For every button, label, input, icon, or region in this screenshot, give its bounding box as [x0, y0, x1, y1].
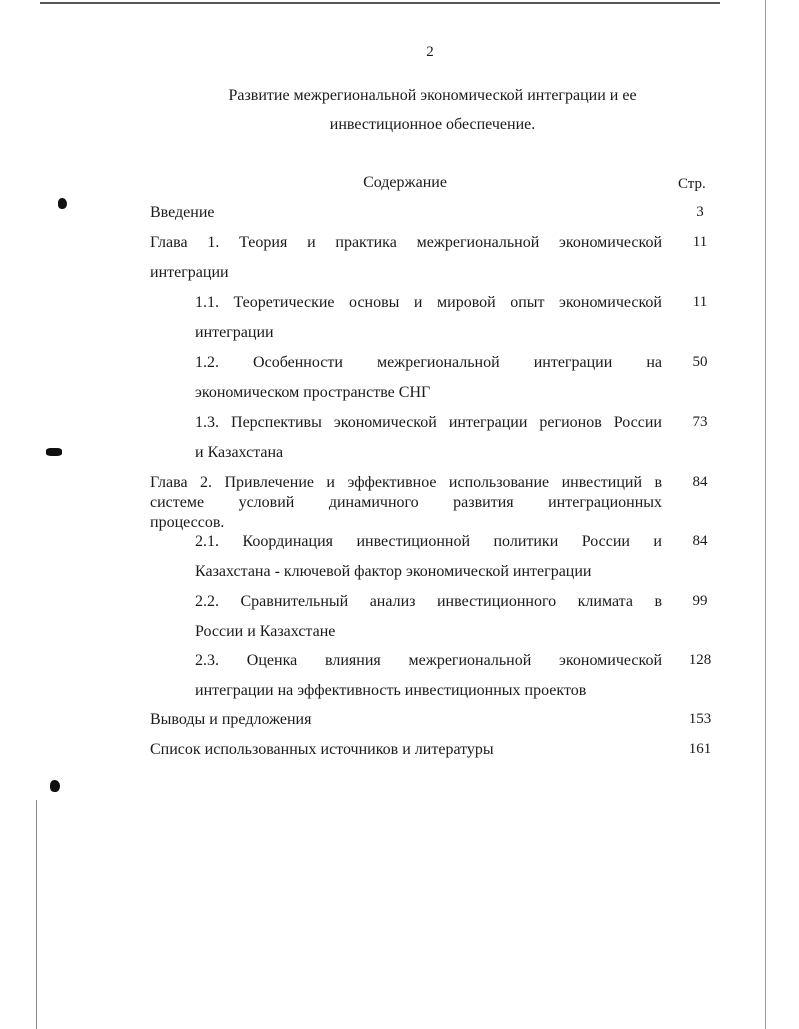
document-title-line-1: Развитие межрегиональной экономической интеграции и ее: [228, 87, 637, 104]
toc-entry-title: Введение: [150, 204, 215, 221]
page-number: 2: [426, 44, 434, 60]
toc-entry-page: 99: [692, 593, 708, 609]
toc-entry-title-continued: экономическом пространстве СНГ: [195, 384, 431, 401]
toc-entry-page: 161: [688, 741, 712, 757]
scan-border-top: [40, 2, 720, 4]
toc-entry-title: 2.1. Координация инвестиционной политики России и: [195, 533, 662, 550]
toc-entry-title-continued: интеграции на эффективность инвестиционных проектов: [195, 682, 587, 699]
toc-entry-page: 50: [692, 354, 708, 370]
scan-border-left: [36, 800, 37, 1029]
toc-entry-page: 84: [692, 533, 708, 549]
toc-entry-title: 2.2. Сравнительный анализ инвестиционного климата в: [195, 593, 662, 610]
toc-entry-title: 1.2. Особенности межрегиональной интеграции на: [195, 354, 662, 371]
toc-entry-title: Список использованных источников и литературы: [150, 741, 494, 758]
ink-blot: [50, 780, 60, 792]
toc-entry-title-continued: процессов.: [150, 514, 225, 531]
toc-entry-page: 128: [688, 652, 712, 668]
toc-entry-title: 1.3. Перспективы экономической интеграции регионов России: [195, 414, 662, 431]
toc-entry-page: 11: [692, 294, 708, 310]
toc-entry-title-continued: Казахстана - ключевой фактор экономической интеграции: [195, 563, 592, 580]
toc-entry-title-continued: интеграции: [195, 324, 274, 341]
toc-entry-title: Глава 1. Теория и практика межрегиональной экономической: [150, 234, 662, 251]
toc-entry-title: Глава 2. Привлечение и эффективное использование инвестиций в: [150, 474, 662, 491]
toc-entry-title-continued: системе условий динамичного развития интеграционных: [150, 494, 662, 511]
toc-entry-page: 11: [692, 234, 708, 250]
ink-blot: [46, 448, 62, 456]
ink-blot: [58, 198, 67, 209]
toc-entry-title: 1.1. Теоретические основы и мировой опыт экономической: [195, 294, 662, 311]
toc-entry-title: 2.3. Оценка влияния межрегиональной экономической: [195, 652, 662, 669]
toc-entry-title-continued: интеграции: [150, 264, 229, 281]
toc-entry-title-continued: России и Казахстане: [195, 623, 336, 640]
toc-heading: Содержание: [363, 174, 447, 191]
toc-entry-title: Выводы и предложения: [150, 711, 312, 728]
document-title-line-2: инвестиционное обеспечение.: [329, 116, 536, 133]
toc-entry-page: 3: [696, 204, 704, 220]
toc-entry-page: 73: [692, 414, 708, 430]
scan-border-right: [765, 0, 766, 1029]
toc-entry-page: 153: [688, 711, 712, 727]
page-column-label: Стр.: [678, 176, 706, 192]
toc-entry-title-continued: и Казахстана: [195, 444, 284, 461]
toc-entry-page: 84: [692, 474, 708, 490]
